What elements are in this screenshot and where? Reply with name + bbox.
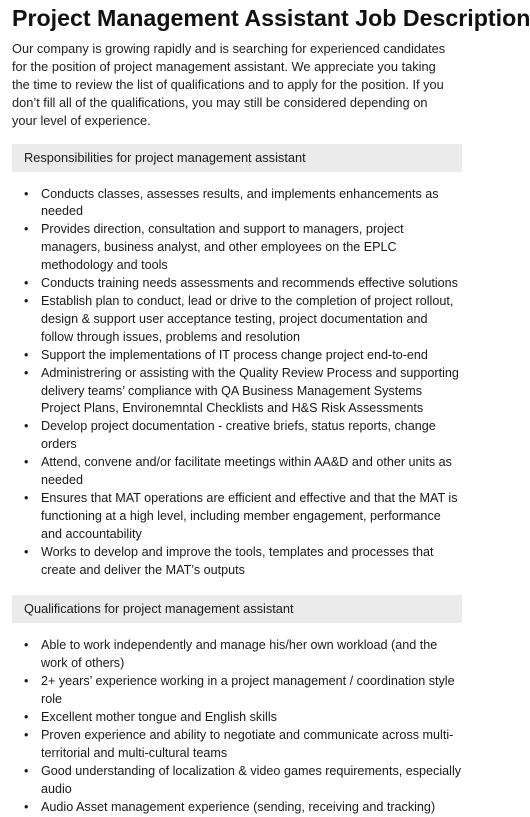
bullet-icon: •: [24, 365, 29, 380]
bullet-icon: •: [24, 710, 29, 725]
bullet-icon: •: [24, 293, 29, 308]
bullet-icon: •: [24, 455, 29, 470]
list-item: • Able to work independently and manage his/her own workload (and the work of others): [24, 638, 438, 671]
qualifications-heading: Qualifications for project management assistant: [12, 595, 462, 623]
intro-paragraph: Our company is growing rapidly and is searching for experienced candidates for the position of project management assistant. We appreciate you taking the time to review the list of qualifications and to apply for the position. If you don’t fill all of the qualifications, you may still be considered depending on your level of experience.: [12, 41, 446, 128]
bullet-icon: •: [24, 763, 29, 778]
bullet-icon: •: [24, 799, 29, 814]
bullet-icon: •: [24, 186, 29, 201]
bullet-icon: •: [24, 419, 29, 434]
page-title: Project Management Assistant Job Description: [12, 5, 530, 31]
bullet-icon: •: [24, 544, 29, 559]
bullet-icon: •: [24, 490, 29, 505]
list-item: • Conducts classes, assesses results, and implements enhancements as needed: [24, 186, 439, 219]
bullet-icon: •: [24, 347, 29, 362]
list-item: • Establish plan to conduct, lead or drive to the completion of project rollout, design & support user acceptance testing, project documentation and follow through issues, problems and resolution: [24, 293, 454, 344]
bullet-icon: •: [24, 276, 29, 291]
list-item: • 2+ years’ experience working in a project management / coordination style role: [24, 674, 455, 707]
list-item: • Audio Asset management experience (sending, receiving and tracking): [12, 799, 462, 817]
list-item: • Proven experience and ability to negotiate and communicate across multi-territorial and multi-cultural teams: [24, 728, 454, 760]
bullet-icon: •: [24, 222, 29, 237]
list-item: • Support the implementations of IT process change project end-to-end: [12, 347, 462, 365]
responsibilities-heading: Responsibilities for project management assistant: [12, 144, 462, 172]
list-item: • Good understanding of localization & video games requirements, especially audio: [24, 763, 462, 796]
list-item: • Administrering or assisting with the Quality Review Process and supporting delivery teams’ compliance with QA Business Management Systems Project Plans, Environemntal Checklists and H&S Risk Assessments: [24, 365, 459, 416]
list-item: • Attend, convene and/or facilitate meetings within AA&D and other units as needed: [24, 455, 452, 488]
bullet-icon: •: [24, 728, 29, 742]
responsibilities-list: [12, 186, 462, 580]
bullet-icon: •: [24, 674, 29, 689]
list-item: • Ensures that MAT operations are efficient and effective and that the MAT is functioning at a high level, including member engagement, performance and accountability: [24, 490, 458, 541]
list-item: • Develop project documentation - creative briefs, status reports, change orders: [24, 419, 436, 452]
list-item: • Conducts training needs assessments and recommends effective solutions: [12, 275, 462, 293]
qualifications-list: [12, 637, 462, 816]
list-item: • Provides direction, consultation and support to managers, project managers, business analyst, and other employees on the EPLC methodology and tools: [24, 222, 404, 273]
list-item: • Excellent mother tongue and English skills: [12, 709, 462, 727]
list-item: • Works to develop and improve the tools, templates and processes that create and deliver the MAT’s outputs: [24, 544, 434, 577]
bullet-icon: •: [24, 638, 29, 653]
